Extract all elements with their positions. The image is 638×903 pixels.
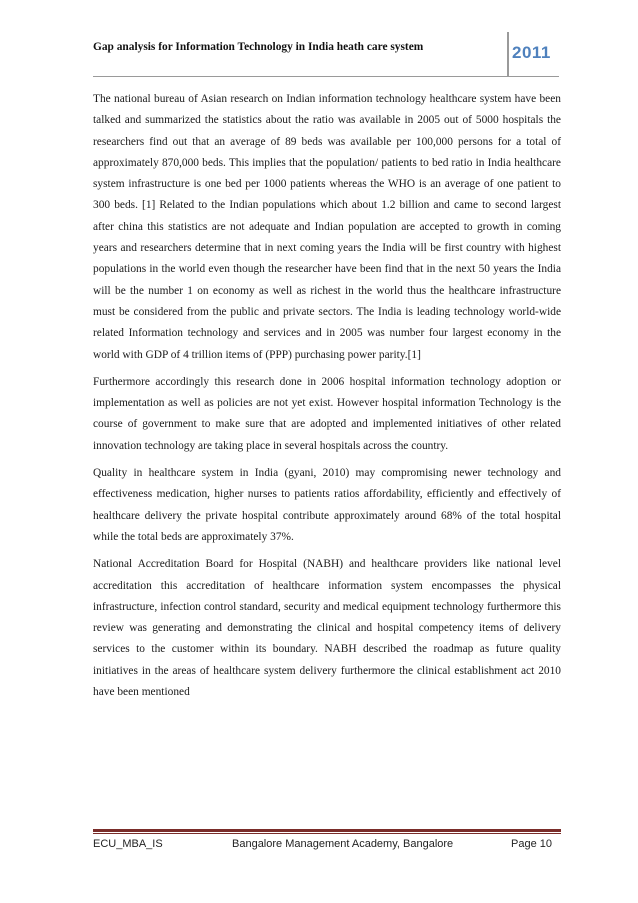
header-year: 2011 [512,43,551,62]
document-body [93,89,561,709]
footer-rule [93,829,561,832]
footer-left-text: ECU_MBA_IS [93,838,163,850]
paragraph-2: Furthermore accordingly this research done in 2006 hospital information technology adoption or implementation as well as policies are not yet exist. However hospital information Technology is the course of government to make sure that are adopted and implemented initiatives of other related innovation technology are taking place in several hospitals across the country. [93,375,561,452]
footer-center-text: Bangalore Management Academy, Bangalore [232,838,454,850]
page-header [93,30,559,77]
paragraph-3: Quality in healthcare system in India (gyani, 2010) may compromising newer technology and effectiveness medication, higher nurses to patients ratios affordability, efficiently and effectively of healthcare delivery the private hospital contribute approximately around 68% of the total hospital while the total beds are approximately 37%. [93,467,561,543]
paragraph-1: The national bureau of Asian research on Indian information technology healthcare system have been talked and summarized the statistics about the ratio was available in 2005 out of 5000 hospitals the researchers find out that an average of 89 beds was available per 100,000 persons for a total of approximately 870,000 beds. This implies that the population/ patients to bed ratio in India healthcare system infrastructure is one bed per 1000 patients whereas the WHO is an average of one patient to 300 beds. [1] Related to the Indian populations which about 1.2 billion and came to second largest after china this statistics are not adequate and Indian population are accepted to growth in coming years and researchers determine that in next coming years the India will be first country with highest populations in the world even though the researcher have been find that in the next 50 years the India will be the number 1 on economy as well as richest in the world thus the healthcare infrastructure must be considered from the public and private sectors. The India is leading technology world-wide related Information technology and services and in 2005 was number four largest economy in the world with GDP of 4 trillion items of (PPP) purchasing power parity.[1] [93,93,561,361]
footer-rule-thin [93,833,561,834]
page-number: Page 10 [511,838,552,850]
header-divider [507,32,509,76]
paragraph-4: National Accreditation Board for Hospital (NABH) and healthcare providers like national level accreditation this accreditation of healthcare information system encompasses the physical infrastructure, infection control standard, security and medical equipment technology furthermore this review was generating and demonstrating the clinical and hospital competency items of delivery services to the customer within its boundary. NABH described the roadmap as future quality initiatives in the areas of healthcare system delivery furthermore the clinical establishment act 2010 have been mentioned [93,558,561,699]
header-title: Gap analysis for Information Technology in India heath care system [93,41,424,53]
